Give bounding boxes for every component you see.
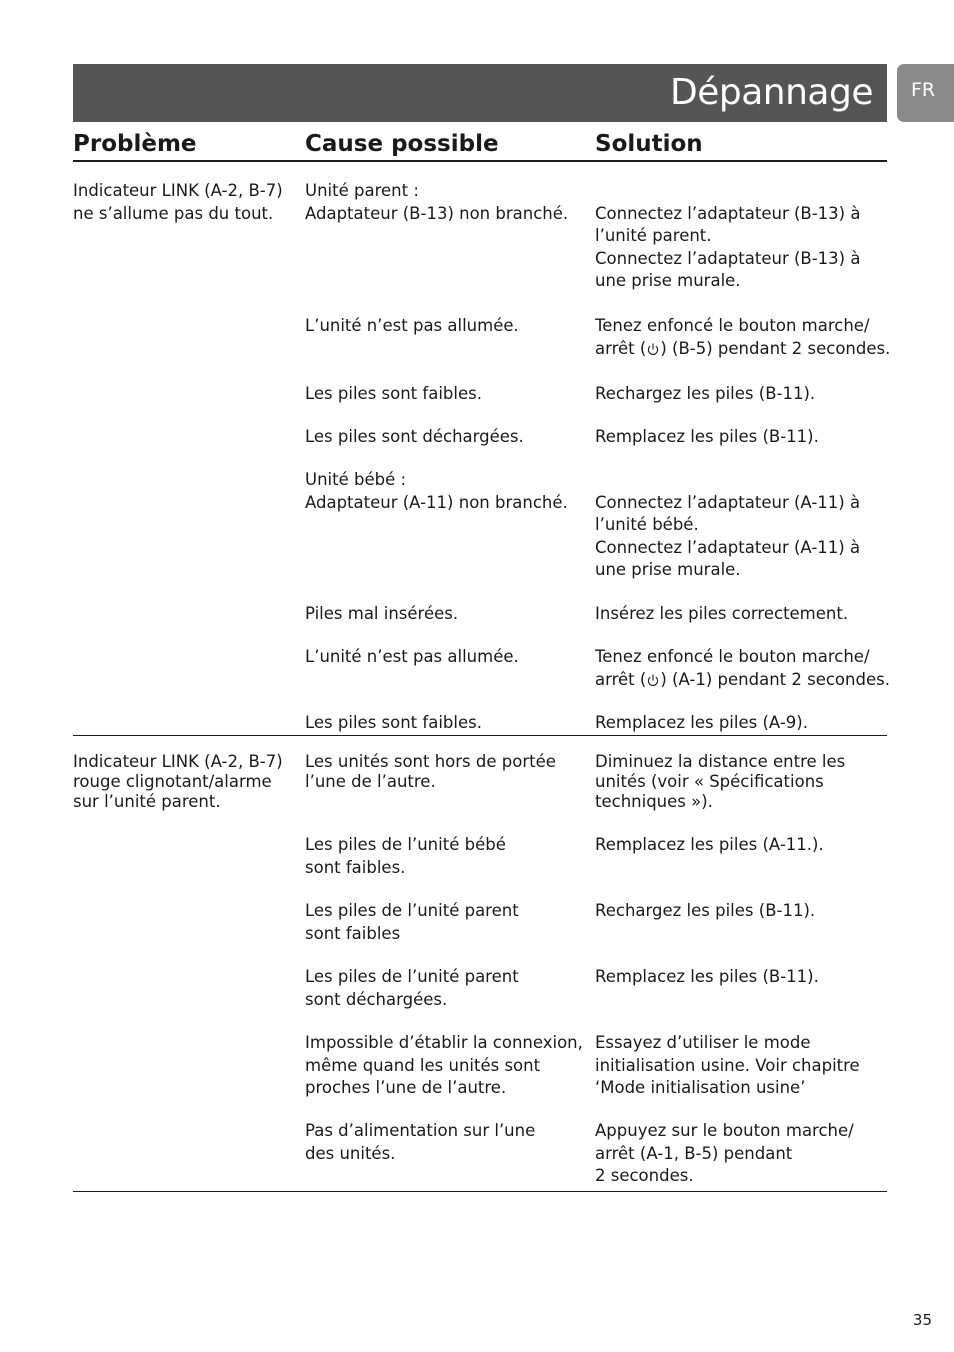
page-number: 35 [912, 1311, 932, 1329]
cause-cell: Impossible d’établir la connexion, même quand les unités sont proches l’une de l’autre. [305, 1033, 583, 1097]
solution-cell: Remplacez les piles (A-11.). [595, 835, 824, 854]
table-bottom-rule [73, 1191, 887, 1192]
language-tab [897, 64, 954, 122]
problem-cell: Indicateur LINK (A-2, B-7) rouge clignotant/alarme sur l’unité parent. [73, 752, 283, 811]
solution-cell: Insérez les piles correctement. [595, 604, 849, 623]
solution-cell: Connectez l’adaptateur (A-11) à l’unité bébé. Connectez l’adaptateur (A-11) à une prise murale. [595, 492, 861, 579]
cause-cell: Les unités sont hors de portée l’une de l’autre. [305, 752, 556, 791]
page-title: Dépannage [670, 72, 873, 113]
cause-cell: Les piles sont faibles. [305, 384, 482, 403]
cause-cell: L’unité n’est pas allumée. [305, 316, 519, 335]
solution-cell: Tenez enfoncé le bouton marche/ arrêt ( ) (A-1) pendant 2 secondes. [595, 647, 890, 689]
problem-cell: Indicateur LINK (A-2, B-7) ne s’allume pas du tout. [73, 181, 283, 223]
column-header-solution: Solution [595, 131, 703, 157]
solution-cell: Remplacez les piles (A-9). [595, 713, 808, 732]
solution-cell: Rechargez les piles (B-11). [595, 384, 816, 403]
cause-cell: Les piles de l’unité parent sont déchargées. [305, 967, 519, 1009]
solution-cell: Tenez enfoncé le bouton marche/ arrêt ( ) (B-5) pendant 2 secondes. [595, 316, 891, 358]
cause-cell: Unité bébé : Adaptateur (A-11) non branché. [305, 470, 568, 512]
column-header-problem: Problème [73, 131, 197, 157]
column-header-cause: Cause possible [305, 131, 499, 157]
solution-cell: Remplacez les piles (B-11). [595, 967, 819, 986]
cause-cell: Piles mal insérées. [305, 604, 459, 623]
section-divider [73, 735, 887, 736]
language-label: FR [911, 79, 936, 101]
cause-cell: L’unité n’est pas allumée. [305, 647, 519, 666]
header-rule [73, 160, 887, 162]
header-banner [73, 64, 887, 122]
solution-cell: Essayez d’utiliser le mode initialisation usine. Voir chapitre ‘Mode initialisation usine’ [595, 1033, 860, 1097]
power-icon [647, 673, 659, 687]
solution-cell: Appuyez sur le bouton marche/ arrêt (A-1, B-5) pendant 2 secondes. [595, 1121, 854, 1185]
solution-cell: Connectez l’adaptateur (B-13) à l’unité parent. Connectez l’adaptateur (B-13) à une prise murale. [595, 203, 861, 290]
cause-cell: Les piles sont faibles. [305, 713, 482, 732]
power-icon [647, 342, 659, 356]
solution-cell: Diminuez la distance entre les unités (voir « Spécifications techniques »). [595, 752, 846, 811]
cause-cell: Les piles sont déchargées. [305, 427, 524, 446]
cause-cell: Les piles de l’unité parent sont faibles [305, 901, 519, 943]
cause-cell: Les piles de l’unité bébé sont faibles. [305, 835, 506, 877]
solution-cell: Remplacez les piles (B-11). [595, 427, 819, 446]
cause-cell: Pas d’alimentation sur l’une des unités. [305, 1121, 536, 1163]
cause-cell: Unité parent : Adaptateur (B-13) non branché. [305, 181, 569, 223]
solution-cell: Rechargez les piles (B-11). [595, 901, 816, 920]
